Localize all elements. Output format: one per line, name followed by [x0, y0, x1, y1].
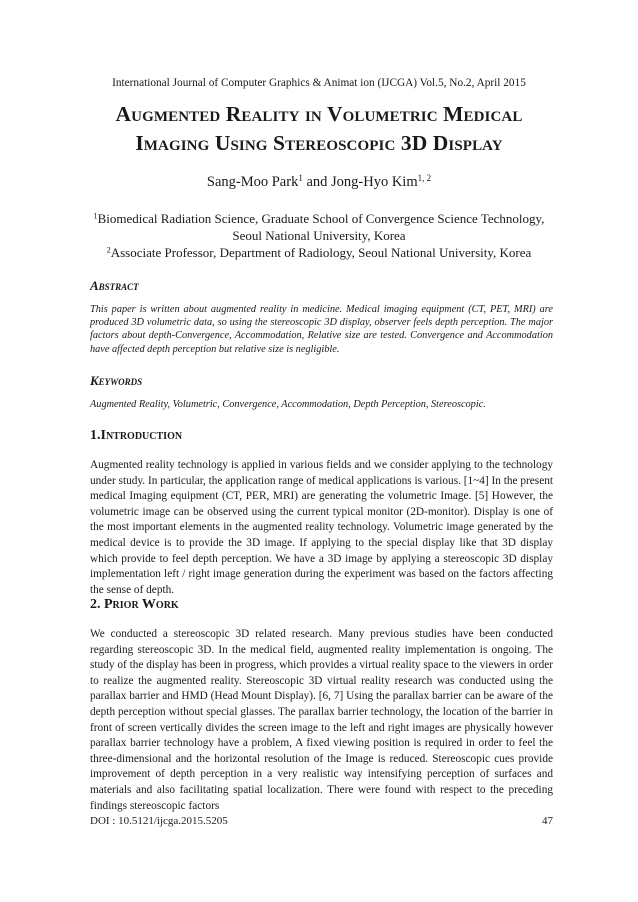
keywords-heading: Keywords [90, 373, 143, 388]
keywords-text: Augmented Reality, Volumetric, Convergence, Accommodation, Depth Perception, Stereoscopic. [90, 399, 486, 410]
affiliation-2 [70, 244, 568, 261]
affiliation-1-mark: 1 [93, 211, 98, 221]
affiliation-1 [70, 210, 568, 227]
doi-text: DOI : 10.5121/ijcga.2015.5205 [90, 815, 228, 827]
prior-work-paragraph: We conducted a stereoscopic 3D related research. Many previous studies have been conducted regarding stereoscopic 3D. In the medical field, augmented reality implementation is ongoing. The study of the display has been in progress, which provides a virtual reality space to the viewers in order to realize the augmented reality. Stereoscopic 3D virtual reality research was conducted using the parallax barrier and HMD (Head Mount Display). [6, 7] Using the parallax barrier can be aware of the depth perception without special glasses. The parallax barrier technology, the location of the barrier in front of screen vertically divides the screen image to the left and right images are physically however parallax barrier technology have a problem, A fixed viewing position is required in order to feel the three-dimensional and the horizontal resolution of the Image is reduced. Stereoscopic cues provide improvement of depth perception in a very realistic way intensifying perception of surfaces and materials and also facilitating spatial localization. There were found with respect to the preceding findings stereoscopic factors [90, 628, 553, 812]
section-heading-prior-work: 2. Prior Work [90, 597, 179, 612]
introduction-paragraph: Augmented reality technology is applied in various fields and we consider applying to the technology under study. In particular, the application range of medical applications is various. [1~4] In the present medical Imaging equipment (CT, PER, MRI) are generating the volumetric Image. [5] However, the volumetric image can be observed using the current typical monitor (2D-monitor). Display is one of the most important elements in the augmented reality technology. Volumetric image generated by the medical device is to provide the 3D image. If applying to the special display like that 3D display which provide to feel depth perception. We have a 3D image by applying a stereoscopic 3D display implementation left / right image generation during the experiment was based on the factors affecting the sense of depth. [90, 459, 553, 596]
author-2-affiliation-mark: 1, 2 [417, 173, 432, 184]
section-heading-introduction: 1.Introduction [90, 428, 183, 443]
title-line-2: Imaging Using Stereoscopic 3D Display [135, 131, 503, 155]
affiliations [70, 210, 568, 261]
affiliation-1-line-1: Biomedical Radiation Science, Graduate School of Convergence Science Technology, [97, 211, 545, 226]
author-2: Jong-Hyo Kim [331, 174, 418, 190]
affiliation-2-mark: 2 [106, 245, 111, 255]
paper-title [60, 100, 578, 158]
author-conjunction: and [302, 174, 332, 190]
title-line-1: Augmented Reality in Volumetric Medical [115, 102, 523, 126]
author-1-affiliation-mark: 1 [298, 173, 303, 184]
abstract-heading: Abstract [90, 278, 139, 293]
author-1: Sang-Moo Park [206, 174, 299, 190]
affiliation-2-text: Associate Professor, Department of Radiology, Seoul National University, Korea [110, 245, 532, 260]
page-number: 47 [542, 815, 553, 827]
abstract-text: This paper is written about augmented reality in medicine. Medical imaging equipment (CT, PET, MRI) are produced 3D volumetric data, so using the stereoscopic 3D display, observer feels depth perception. The major factors about depth-Convergence, Accommodation, Relative size are tested. Convergence and Accommodation have affected depth perception but relative size is negligible. [90, 304, 553, 355]
running-header: International Journal of Computer Graphics & Animat ion (IJCGA) Vol.5, No.2, April 2015 [112, 77, 526, 89]
author-line [0, 173, 638, 191]
affiliation-1-continued: Seoul National University, Korea [232, 228, 406, 243]
